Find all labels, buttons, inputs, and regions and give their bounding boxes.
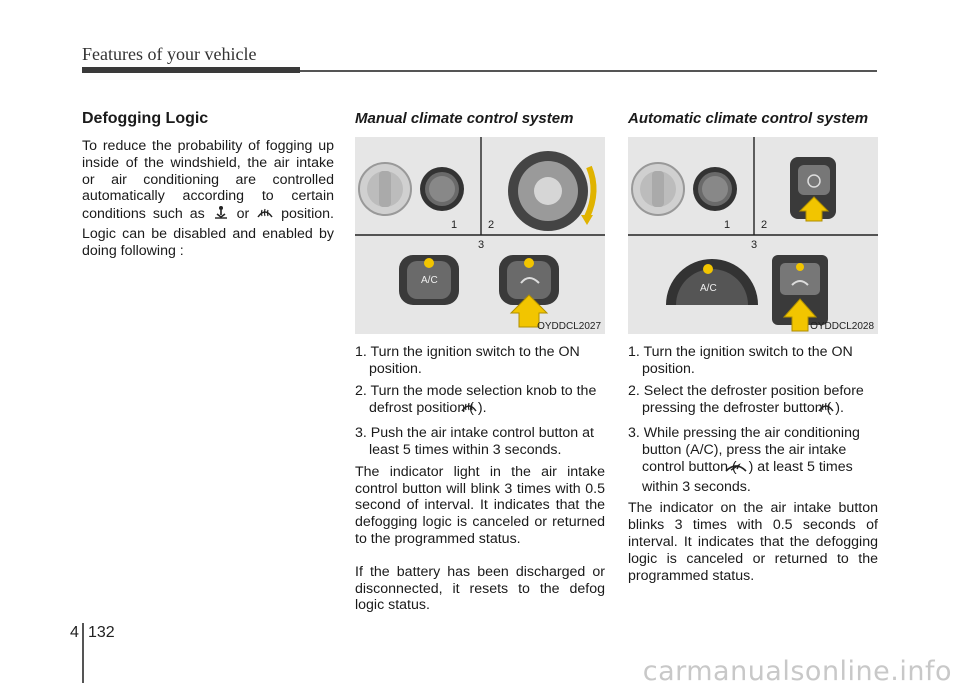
chapter-number: 4 (70, 624, 79, 641)
callout-2: 2 (488, 219, 495, 231)
header-rule-thin (300, 70, 877, 72)
footer-rule (82, 623, 84, 683)
figure-code: OYDDCL2028 (810, 321, 874, 332)
header-rule-thick (82, 67, 300, 73)
manual-steps (355, 344, 605, 459)
manual-climate-figure (355, 137, 605, 334)
automatic-climate-heading: Automatic climate control system (628, 110, 869, 127)
manual-step-2: 2. Turn the mode selection knob to the defrost position ( ). (355, 383, 605, 421)
callout-3: 3 (478, 239, 485, 251)
automatic-climate-figure (628, 137, 878, 334)
air-intake-icon (737, 460, 749, 479)
automatic-note-1: The indicator on the air intake button blinks 3 times with 0.5 seconds of interval. It indicates that the defogging logic is canceled or returned to the programmed status. (628, 500, 878, 584)
figure-code: OYDDCL2027 (537, 321, 601, 332)
defogging-logic-heading: Defogging Logic (82, 110, 209, 127)
watermark-link[interactable]: carmanualsonline.info (642, 656, 952, 687)
manual-climate-illustration (355, 137, 605, 334)
automatic-step-1: 1. Turn the ignition switch to the ON position. (628, 344, 853, 377)
automatic-climate-illustration (628, 137, 878, 334)
ac-button-label: A/C (700, 283, 717, 294)
callout-1: 1 (724, 219, 731, 231)
manual-step-1: 1. Turn the ignition switch to the ON position. (355, 344, 580, 377)
manual-step-3: 3. Push the air intake control button at least 5 times within 3 seconds. (355, 425, 594, 458)
defogging-logic-paragraph: To reduce the probability of fogging up inside of the windshield, the air intake or air conditioning are controlled automatically according to certain conditions such as or position. Logic can be disabled and enabled by doing following : (82, 138, 334, 259)
page-number: 132 (88, 624, 115, 641)
ac-button-label: A/C (421, 275, 438, 286)
callout-3: 3 (751, 239, 758, 251)
manual-climate-heading: Manual climate control system (355, 110, 574, 127)
defogging-logic-column (82, 110, 334, 260)
manual-climate-column (355, 110, 605, 614)
manual-note-2: If the battery has been discharged or disconnected, it resets to the defog logic status. (355, 563, 605, 614)
page-header: Features of your vehicle (82, 44, 257, 64)
callout-1: 1 (451, 219, 458, 231)
floor-defrost-mode-icon (212, 205, 230, 226)
automatic-step-3: 3. While pressing the air conditioning button (A/C), press the air intake control button ( ) at least 5 times within 3 seconds. (628, 425, 860, 495)
callout-2: 2 (761, 219, 768, 231)
automatic-steps (628, 344, 878, 495)
automatic-step-2: 2. Select the defroster position before pressing the defroster button ( ). (628, 383, 878, 421)
automatic-climate-column (628, 110, 878, 584)
defrost-mode-icon (256, 205, 274, 226)
manual-note-1: The indicator light in the air intake control button will blink 3 times with 0.5 second of interval. It indicates that the defogging logic is canceled or returned to the programmed status. (355, 463, 605, 547)
